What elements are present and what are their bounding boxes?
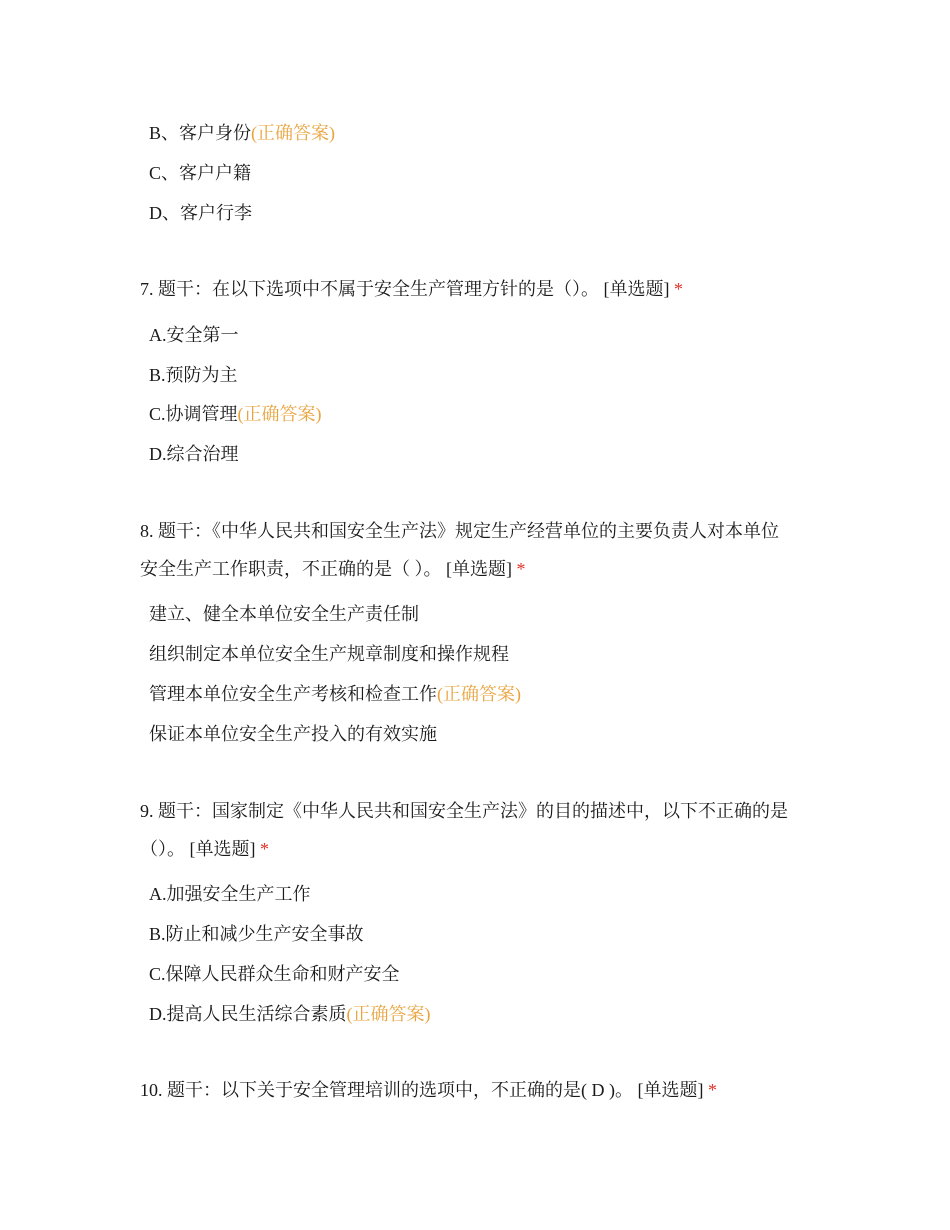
q9-option-d xyxy=(149,1002,431,1026)
q9-stem-line1 xyxy=(140,799,788,823)
q8-stem-line1 xyxy=(140,519,779,543)
option-text: B、客户身份 xyxy=(149,123,252,143)
option-text: 管理本单位安全生产考核和检查工作 xyxy=(149,684,437,704)
option-text: D、客户行李 xyxy=(149,203,252,223)
q7-option-b xyxy=(149,363,238,387)
q8-option-1 xyxy=(149,602,419,626)
correct-answer-tag: (正确答案) xyxy=(437,684,521,704)
required-star: * xyxy=(516,559,526,579)
option-text: D.提高人民生活综合素质 xyxy=(149,1004,347,1024)
option-text: A.安全第一 xyxy=(149,325,239,345)
question-text: 10. 题干：以下关于安全管理培训的选项中，不正确的是( D )。 [单选题] xyxy=(140,1080,704,1100)
q9-option-a xyxy=(149,882,311,906)
option-text: D.综合治理 xyxy=(149,444,239,464)
q9-option-c xyxy=(149,962,400,986)
q6-option-b xyxy=(149,121,335,145)
option-text: C、客户户籍 xyxy=(149,163,252,183)
option-text: B.防止和减少生产安全事故 xyxy=(149,924,364,944)
option-text: B.预防为主 xyxy=(149,365,238,385)
q8-stem-line2 xyxy=(140,557,526,581)
q8-option-3 xyxy=(149,682,521,706)
q10-stem xyxy=(140,1078,717,1102)
correct-answer-tag: (正确答案) xyxy=(237,404,322,424)
q8-option-4 xyxy=(149,722,437,746)
option-text: 建立、健全本单位安全生产责任制 xyxy=(149,604,419,624)
q7-stem xyxy=(140,277,683,301)
required-star: * xyxy=(707,1080,717,1100)
question-text: 8. 题干：《中华人民共和国安全生产法》规定生产经营单位的主要负责人对本单位 xyxy=(140,521,779,541)
required-star: * xyxy=(674,279,683,299)
question-text: 安全生产工作职责，不正确的是（ ）。 [单选题] xyxy=(140,559,512,579)
q6-option-c xyxy=(149,161,251,185)
option-text: C.保障人民群众生命和财产安全 xyxy=(149,964,400,984)
correct-answer-tag: (正确答案) xyxy=(251,123,336,143)
question-text: （）。 [单选题] xyxy=(140,839,256,859)
q7-option-d xyxy=(149,442,239,466)
option-text: 组织制定本单位安全生产规章制度和操作规程 xyxy=(149,644,509,664)
q8-option-2 xyxy=(149,642,509,666)
q9-stem-line2 xyxy=(140,837,269,861)
option-text: A.加强安全生产工作 xyxy=(149,884,311,904)
q7-option-a xyxy=(149,323,239,347)
option-text: C.协调管理 xyxy=(149,404,238,424)
q7-option-c xyxy=(149,402,322,426)
q6-option-d xyxy=(149,201,252,225)
option-text: 保证本单位安全生产投入的有效实施 xyxy=(149,724,437,744)
question-text: 9. 题干：国家制定《中华人民共和国安全生产法》的目的描述中，以下不正确的是 xyxy=(140,801,788,821)
q9-option-b xyxy=(149,922,364,946)
required-star: * xyxy=(260,839,269,859)
correct-answer-tag: (正确答案) xyxy=(346,1004,431,1024)
question-text: 7. 题干：在以下选项中不属于安全生产管理方针的是（）。 [单选题] xyxy=(140,279,670,299)
